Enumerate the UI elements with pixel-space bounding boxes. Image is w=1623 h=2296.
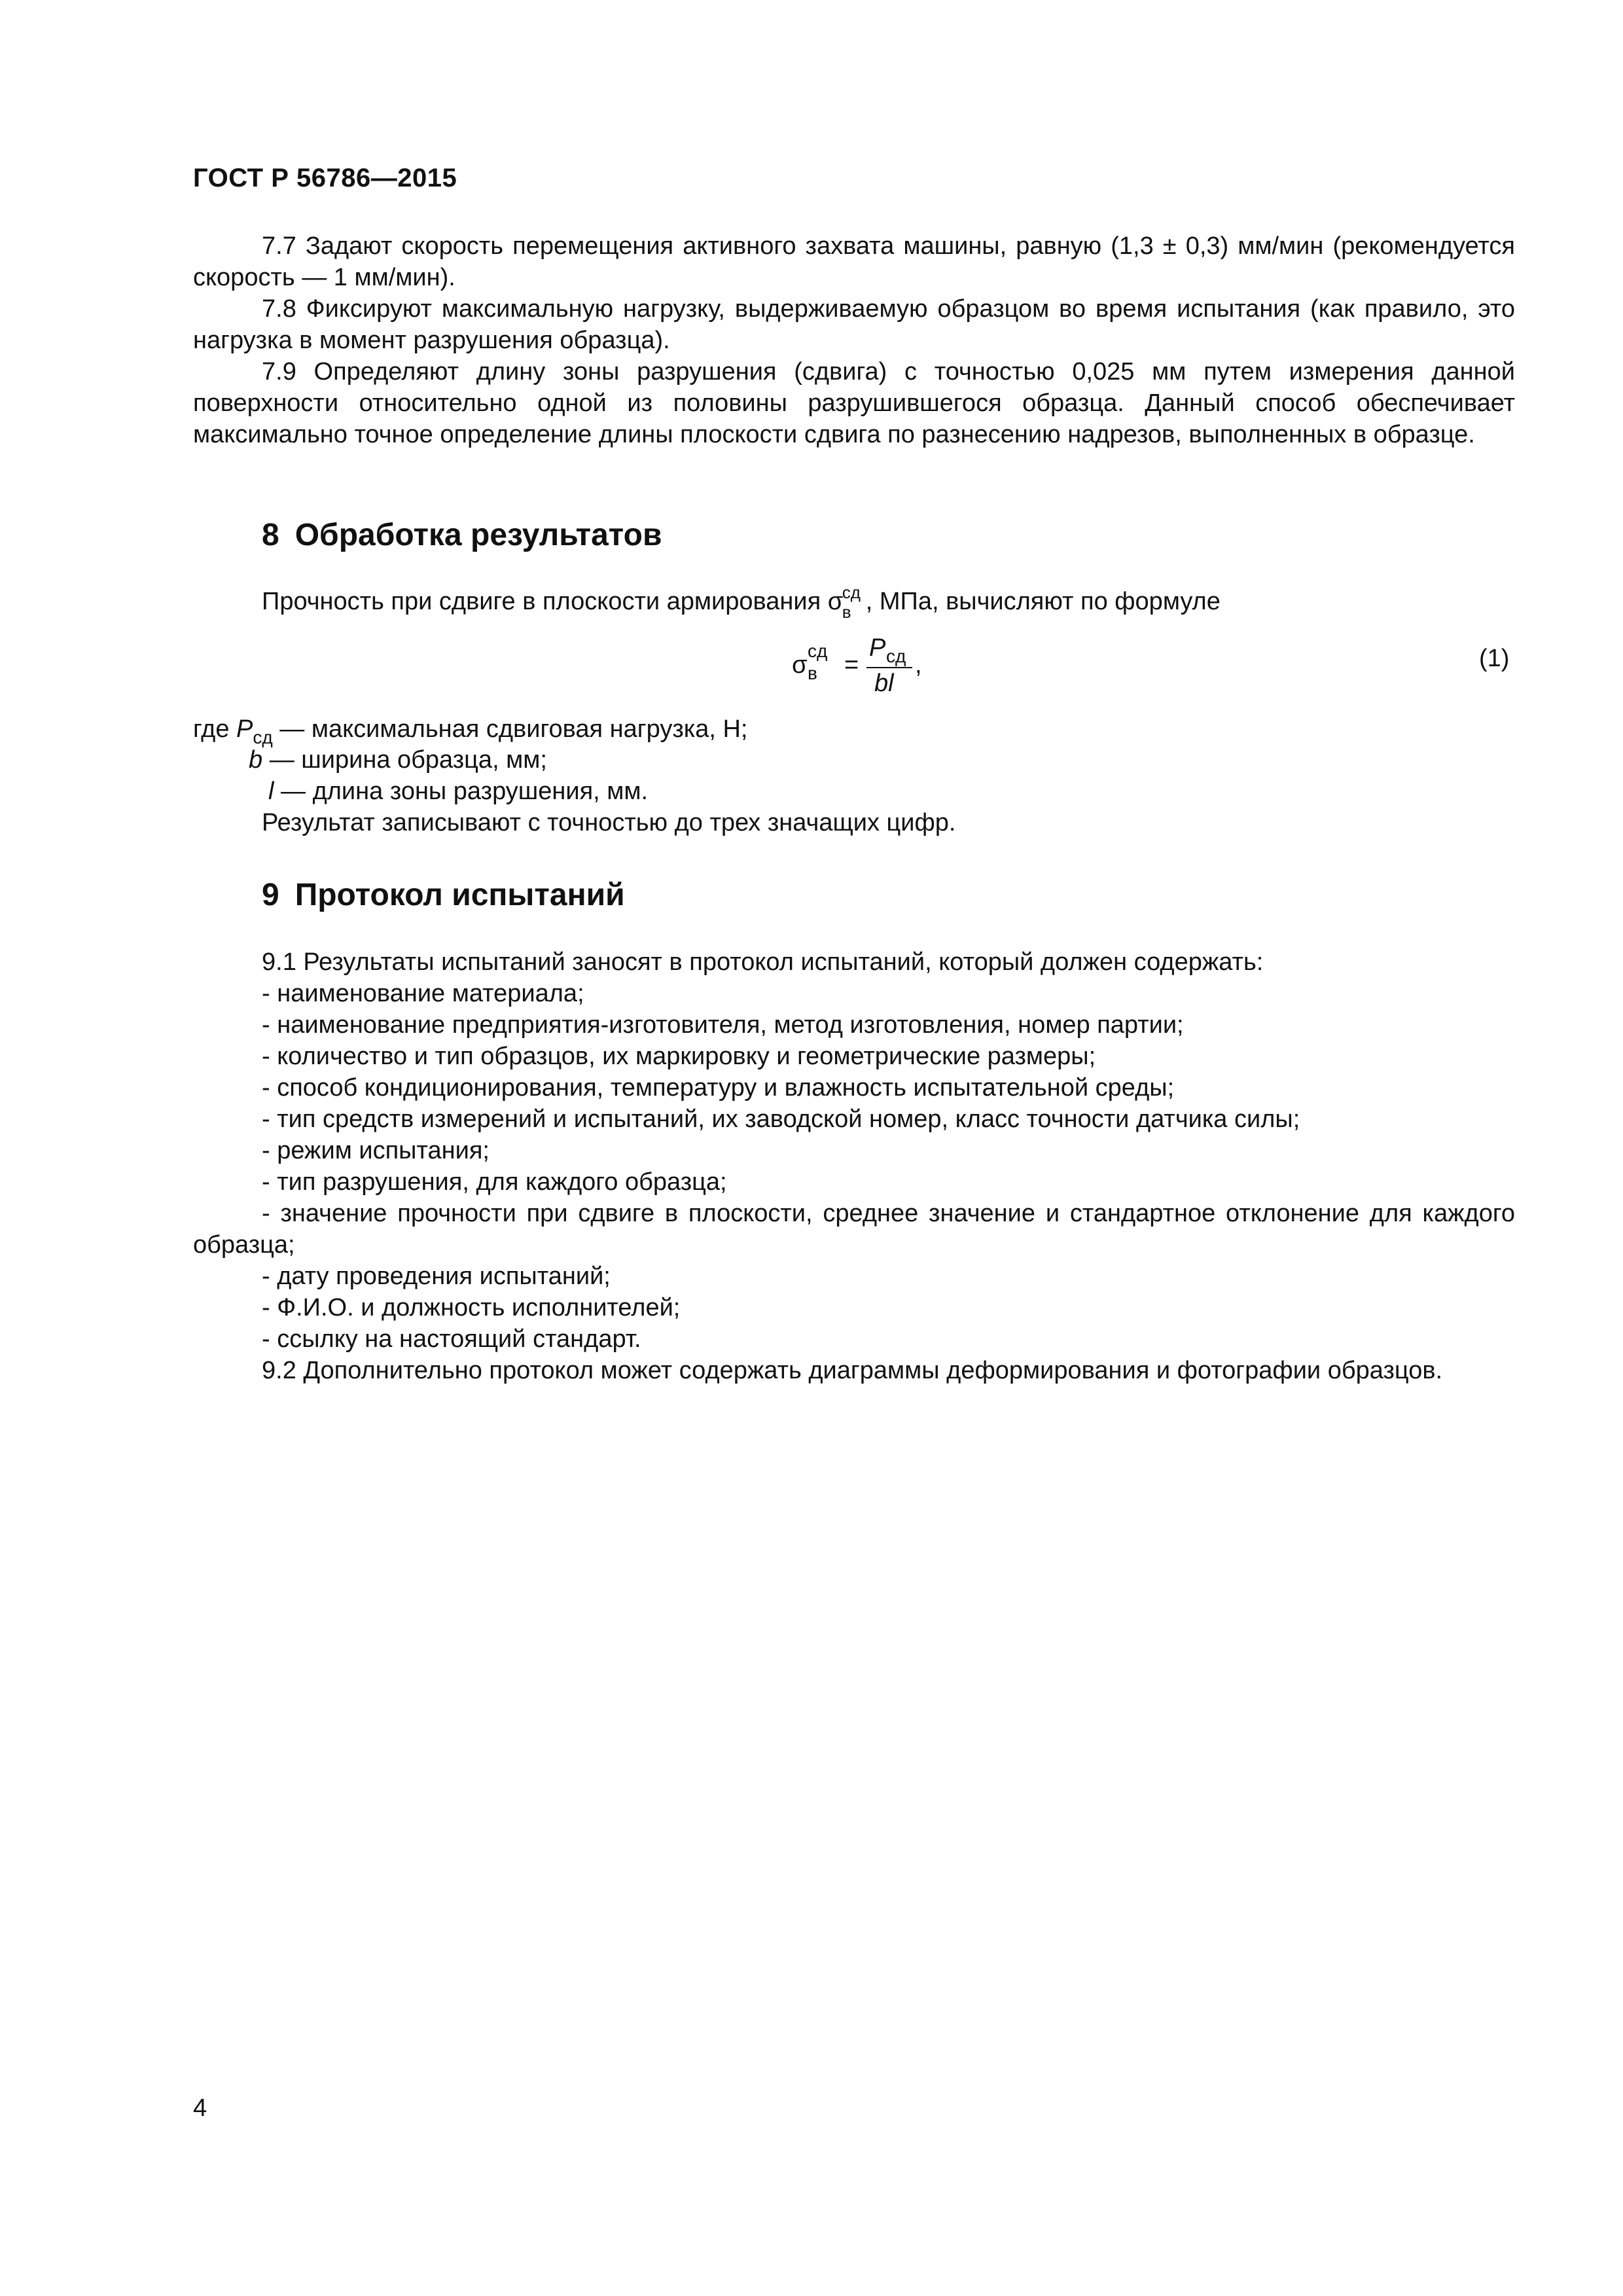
list-item: - режим испытания; bbox=[262, 1137, 490, 1164]
section9-block bbox=[193, 946, 1515, 1386]
document-header: ГОСТ Р 56786—2015 bbox=[193, 164, 457, 192]
intro-symbol-group bbox=[827, 583, 866, 622]
list-item: - наименование предприятия-изготовителя, метод изготовления, номер партии; bbox=[262, 1011, 1184, 1039]
list-item: - тип разрушения, для каждого образца; bbox=[262, 1168, 727, 1196]
legend-l bbox=[268, 778, 648, 806]
list-item: - способ кондиционирования, температуру и влажность испытательной среды; bbox=[262, 1074, 1175, 1102]
sigma-subscript: в bbox=[842, 602, 851, 622]
list-item: - дату проведения испытаний; bbox=[262, 1263, 611, 1290]
legend-b-text: — ширина образца, мм; bbox=[262, 746, 547, 774]
legend-l-symbol: l bbox=[268, 778, 274, 805]
paragraph-7-9: 7.9 Определяют длину зоны разрушения (сдвига) с точностью 0,025 мм путем измерения данной поверхности относительно одной из половины разрушившегося образца. Данный способ обеспечивает максимально точное определение длины плоскости сдвига по разнесению надрезов, выполненных в образце. bbox=[193, 358, 1515, 448]
section7-block bbox=[193, 230, 1515, 450]
equation-number: (1) bbox=[1479, 645, 1510, 672]
paragraph-7-7: 7.7 Задают скорость перемещения активного захвата машины, равную (1,3 ± 0,3) мм/мин (рекомендуется скорость — 1 мм/мин). bbox=[193, 232, 1515, 291]
section8-title: Обработка результатов bbox=[294, 518, 662, 552]
formula-denominator: bl bbox=[874, 670, 894, 697]
section8-intro bbox=[262, 583, 1221, 622]
section9-heading bbox=[262, 877, 625, 913]
paragraph-9-1: 9.1 Результаты испытаний заносят в протокол испытаний, который должен содержать: bbox=[262, 948, 1264, 976]
formula-sigma-sup: сд bbox=[808, 641, 828, 661]
fraction-bar bbox=[866, 667, 912, 668]
where-P-subscript: сд bbox=[253, 727, 273, 747]
legend-l-text: — длина зоны разрушения, мм. bbox=[274, 778, 649, 805]
formula bbox=[792, 634, 988, 704]
formula-sigma: σ bbox=[792, 651, 808, 679]
formula-sigma-sub: в bbox=[808, 663, 817, 683]
paragraph-7-8: 7.8 Фиксируют максимальную нагрузку, выдерживаемую образцом во время испытания (как правило, это нагрузка в момент разрушения образца). bbox=[193, 295, 1515, 354]
intro-text-before: Прочность при сдвиге в плоскости армирования bbox=[262, 588, 828, 615]
where-P-text: — максимальная сдвиговая нагрузка, Н; bbox=[272, 715, 748, 743]
where-P-symbol: P bbox=[236, 715, 253, 743]
legend-b bbox=[249, 746, 547, 774]
intro-text-after: , МПа, вычисляют по формуле bbox=[865, 588, 1221, 615]
list-item: - ссылку на настоящий стандарт. bbox=[262, 1325, 641, 1353]
result-precision-text: Результат записывают с точностью до трех значащих цифр. bbox=[262, 809, 956, 836]
paragraph-9-2: 9.2 Дополнительно протокол может содержать диаграммы деформирования и фотографии образцов. bbox=[262, 1357, 1443, 1384]
list-item: - наименование материала; bbox=[262, 980, 584, 1007]
formula-numerator-sub: сд bbox=[886, 646, 906, 666]
formula-equals: = bbox=[844, 651, 859, 679]
section9-title: Протокол испытаний bbox=[294, 878, 625, 912]
formula-comma: , bbox=[915, 651, 922, 679]
section9-number: 9 bbox=[262, 878, 279, 912]
list-item: - тип средств измерений и испытаний, их заводской номер, класс точности датчика силы; bbox=[262, 1105, 1300, 1133]
formula-numerator: P bbox=[869, 634, 886, 662]
section8-number: 8 bbox=[262, 518, 279, 552]
list-item: - Ф.И.О. и должность исполнителей; bbox=[262, 1294, 681, 1321]
page-number: 4 bbox=[193, 2094, 207, 2122]
legend-b-symbol: b bbox=[249, 746, 263, 774]
where-prefix: где bbox=[193, 715, 237, 743]
section8-heading bbox=[262, 517, 662, 553]
list-item: - значение прочности при сдвиге в плоскости, среднее значение и стандартное отклонение для каждого образца; bbox=[193, 1200, 1515, 1259]
sigma-symbol: σ bbox=[827, 588, 844, 615]
list-item: - количество и тип образцов, их маркировку и геометрические размеры; bbox=[262, 1043, 1096, 1070]
sigma-superscript: сд bbox=[842, 583, 861, 602]
